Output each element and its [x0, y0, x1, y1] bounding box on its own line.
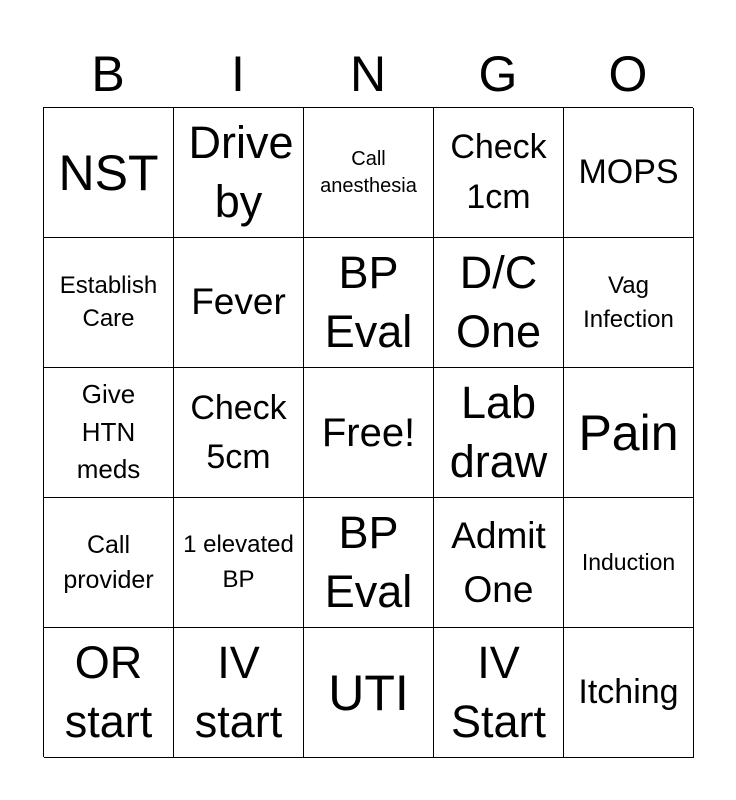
cell-text: Drive by	[188, 117, 294, 227]
cell-text: Fever	[191, 281, 286, 323]
cell-text: Free!	[321, 410, 416, 455]
header-letter-n: N	[349, 46, 387, 102]
cell-text: OR start	[64, 637, 153, 747]
bingo-cell[interactable]	[564, 628, 694, 758]
cell-text: D/C One	[455, 247, 542, 357]
cell-text: Pain	[578, 404, 679, 461]
cell-text: Induction	[581, 548, 676, 575]
bingo-cell[interactable]	[174, 108, 304, 238]
cell-text: Call provider	[63, 530, 154, 594]
bingo-cell[interactable]	[434, 108, 564, 238]
cell-text: Check 1cm	[450, 128, 547, 216]
bingo-cell[interactable]	[304, 238, 434, 368]
cell-text: MOPS	[578, 152, 679, 191]
bingo-cell[interactable]	[564, 368, 694, 498]
bingo-cell[interactable]	[44, 498, 174, 628]
cell-text: BP Eval	[324, 247, 413, 357]
cell-text: Call anesthesia	[320, 147, 417, 197]
cell-text: Check 5cm	[190, 389, 287, 476]
bingo-cell[interactable]	[174, 238, 304, 368]
header-letter-o: O	[608, 46, 648, 102]
cell-text: BP Eval	[324, 507, 413, 617]
bingo-cell[interactable]	[174, 628, 304, 758]
bingo-cell[interactable]	[564, 238, 694, 368]
cell-text: NST	[58, 144, 159, 201]
bingo-cell[interactable]	[174, 498, 304, 628]
bingo-cell[interactable]	[44, 108, 174, 238]
bingo-cell[interactable]	[44, 238, 174, 368]
header-letter-b: B	[91, 46, 125, 102]
bingo-cell[interactable]	[174, 368, 304, 498]
cell-text: IV start	[194, 637, 283, 747]
cell-text: Itching	[578, 672, 679, 711]
bingo-cell[interactable]	[304, 498, 434, 628]
cell-text: Lab draw	[449, 377, 548, 487]
cell-text: 1 elevated BP	[183, 530, 294, 593]
header-letter-i: I	[231, 46, 245, 102]
cell-text: UTI	[328, 664, 409, 721]
bingo-cell[interactable]	[434, 368, 564, 498]
cell-text: Give HTN meds	[76, 378, 141, 485]
cell-text: IV Start	[450, 637, 547, 747]
bingo-cell[interactable]	[304, 108, 434, 238]
bingo-header	[43, 40, 693, 108]
bingo-cell[interactable]	[434, 498, 564, 628]
bingo-cell[interactable]	[564, 108, 694, 238]
bingo-cell[interactable]	[304, 368, 434, 498]
bingo-cell[interactable]	[434, 238, 564, 368]
bingo-board	[43, 107, 693, 757]
bingo-cell[interactable]	[434, 628, 564, 758]
cell-text: Admit One	[451, 514, 546, 610]
bingo-cell[interactable]	[44, 368, 174, 498]
cell-text: Establish Care	[59, 272, 158, 332]
bingo-cell[interactable]	[564, 498, 694, 628]
bingo-cell[interactable]	[304, 628, 434, 758]
bingo-cell[interactable]	[44, 628, 174, 758]
cell-text: Vag Infection	[583, 272, 674, 333]
header-letter-g: G	[478, 46, 518, 102]
